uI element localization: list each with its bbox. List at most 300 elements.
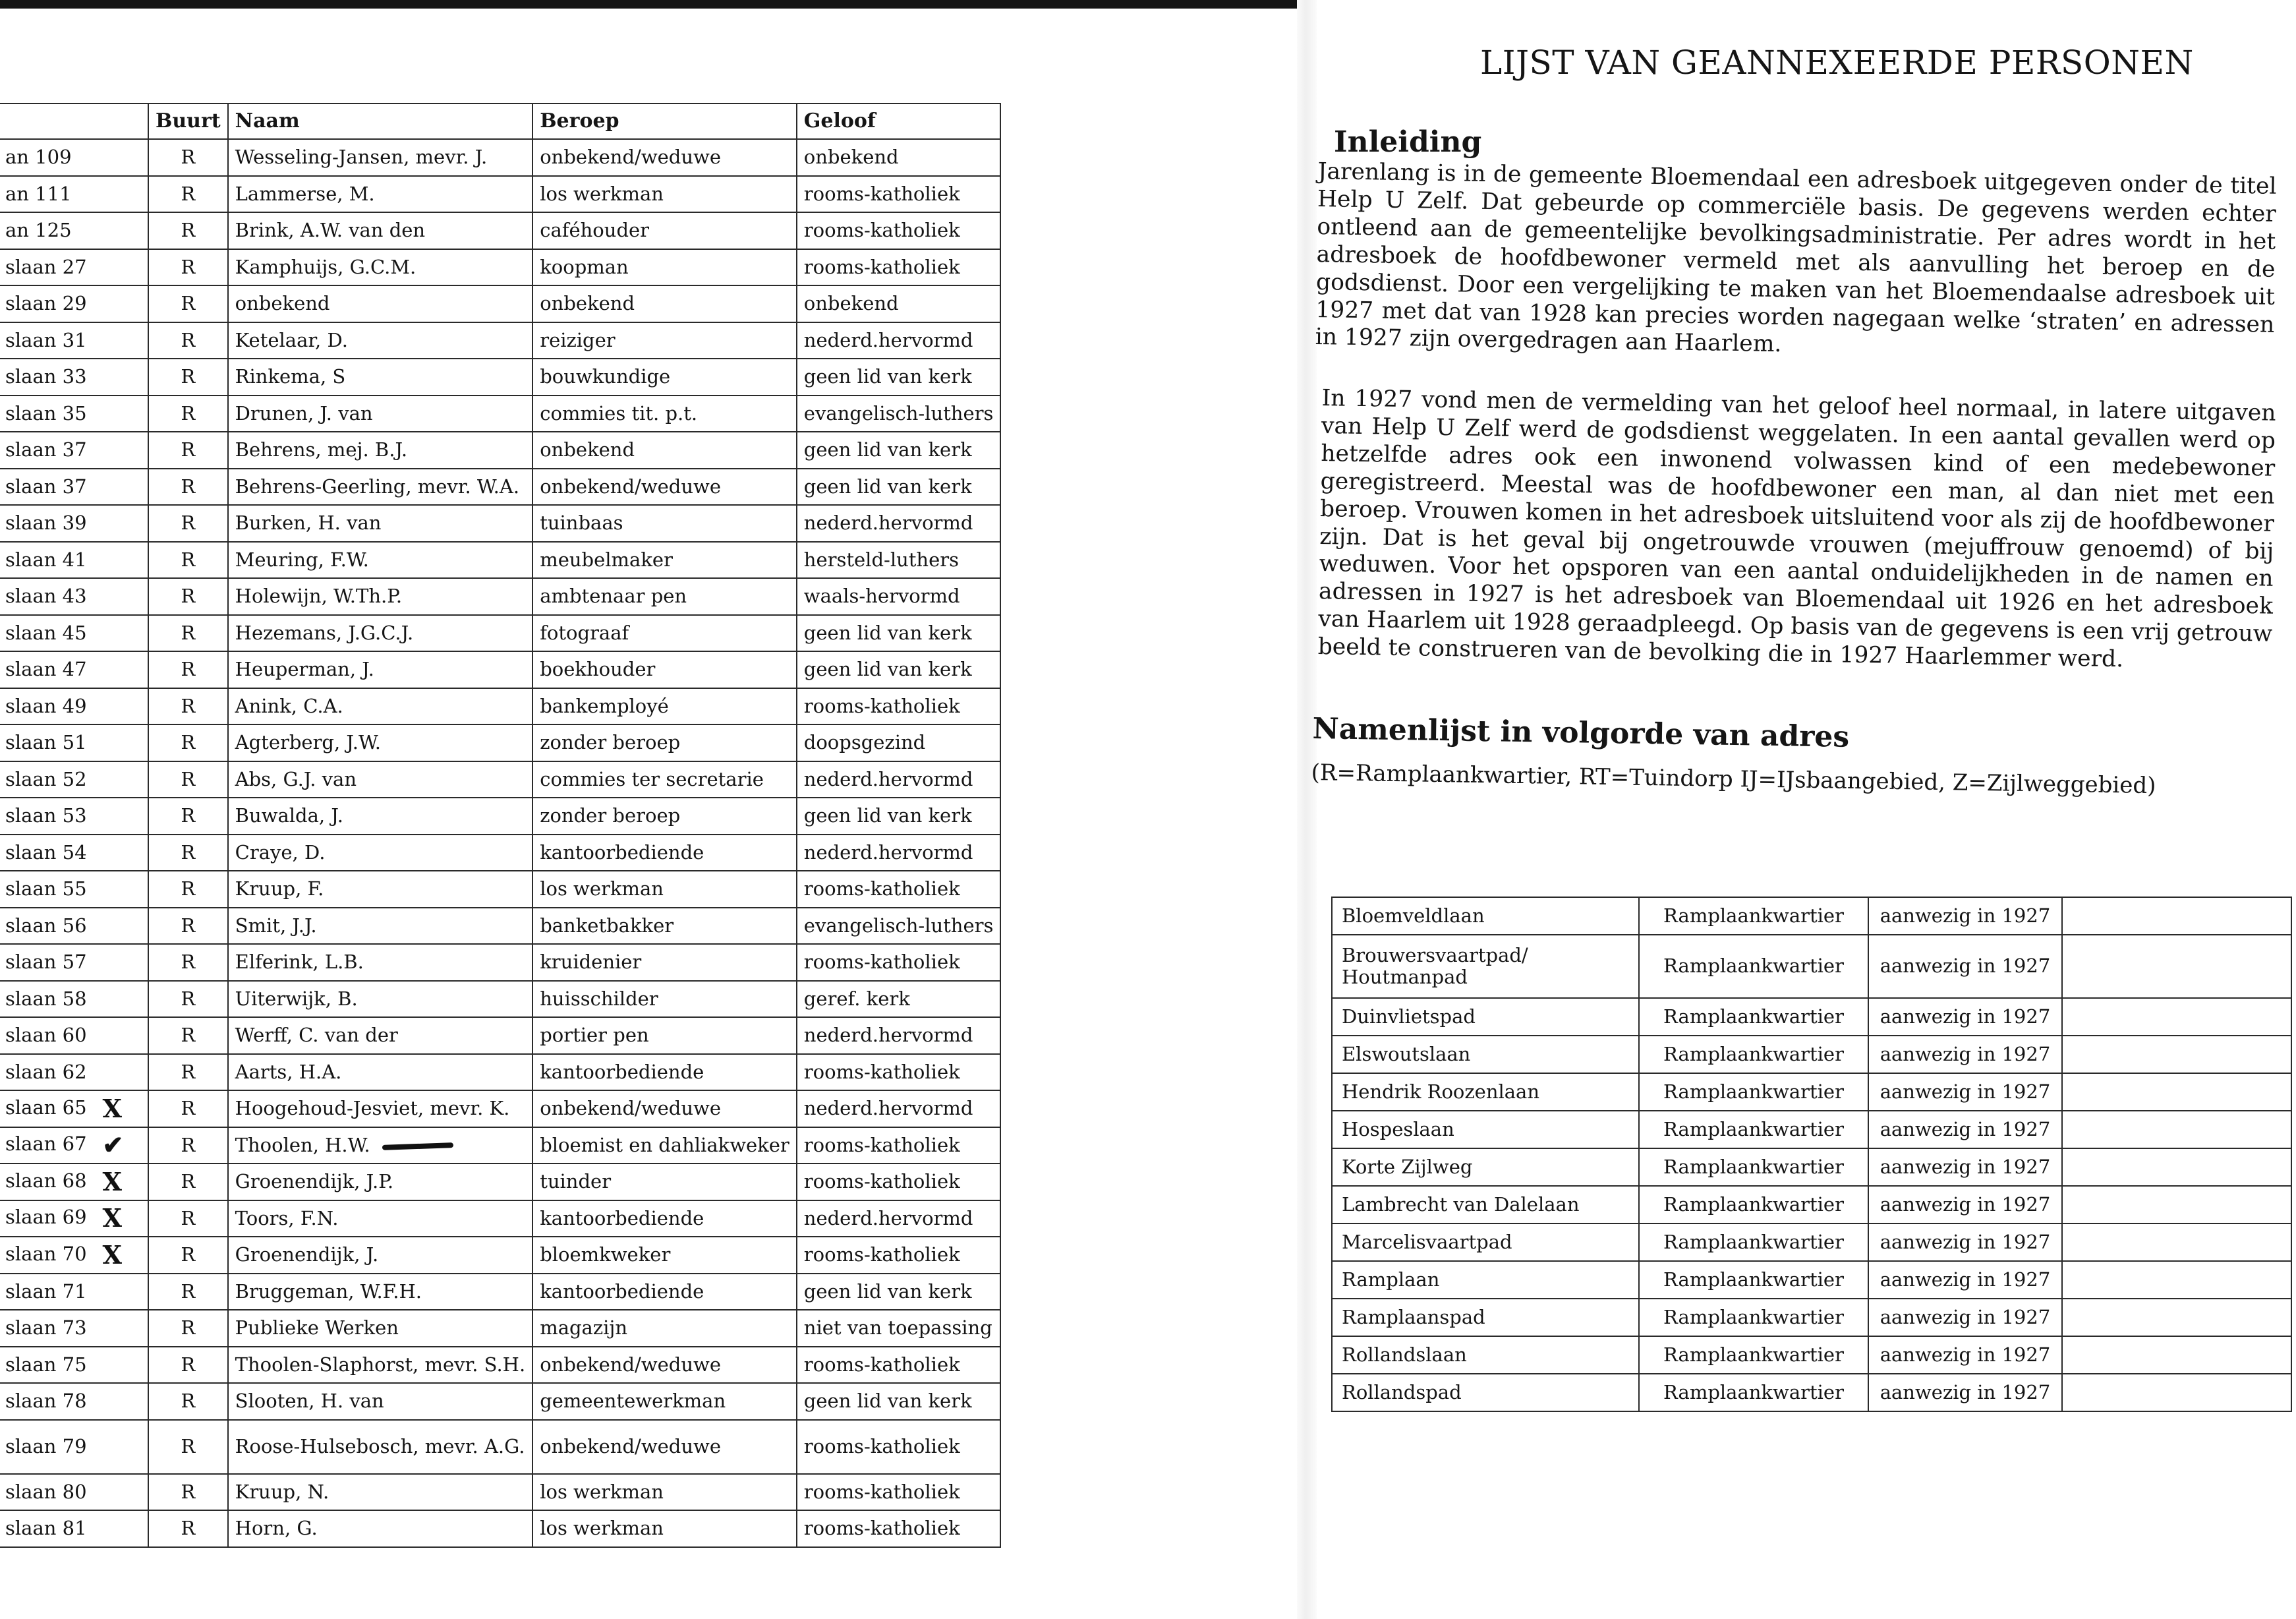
table-row xyxy=(0,835,1000,871)
cell-buurt xyxy=(148,1127,228,1164)
table-row xyxy=(0,578,1000,615)
cell-adres xyxy=(0,651,148,688)
cell-adres xyxy=(0,835,148,871)
street-row xyxy=(1332,1336,2291,1374)
intro-heading: Inleiding xyxy=(1334,125,1482,159)
cell-naam-text: Smit, J.J. xyxy=(235,914,317,937)
cell-geloof xyxy=(797,688,1001,725)
cell-buurt xyxy=(148,396,228,432)
cell-naam xyxy=(228,322,533,359)
cell-naam xyxy=(228,285,533,322)
cell-beroep xyxy=(532,1274,797,1310)
cell-buurt-text: R xyxy=(181,1206,196,1229)
streets-table xyxy=(1331,897,2292,1412)
cell-adres xyxy=(0,1510,148,1547)
cell-buurt xyxy=(148,1163,228,1200)
cell-geloof-text: rooms-katholiek xyxy=(803,1353,960,1376)
cell-geloof-text: nederd.hervormd xyxy=(803,512,973,535)
cell-naam xyxy=(228,1017,533,1054)
street-name: Lambrecht van Dalelaan xyxy=(1332,1186,1639,1223)
street-empty-cell xyxy=(2062,1036,2291,1073)
cell-naam xyxy=(228,981,533,1018)
cell-buurt-text: R xyxy=(181,401,196,425)
cell-geloof-text: rooms-katholiek xyxy=(803,1517,960,1540)
cell-beroep-text: kantoorbediende xyxy=(540,1280,704,1303)
cell-geloof-text: onbekend xyxy=(803,292,899,315)
table-row xyxy=(0,212,1000,249)
street-row xyxy=(1332,998,2291,1036)
cell-naam xyxy=(228,1127,533,1164)
cell-adres xyxy=(0,1310,148,1347)
cell-buurt-text: R xyxy=(181,1024,196,1047)
cell-adres xyxy=(0,761,148,798)
cell-naam-text: Lammerse, M. xyxy=(235,182,375,205)
cell-adres-text: slaan 37 xyxy=(5,438,87,461)
cell-geloof-text: niet van toepassing xyxy=(803,1316,992,1339)
cell-adres-text: slaan 43 xyxy=(5,585,87,608)
cell-beroep xyxy=(532,944,797,981)
cell-buurt-text: R xyxy=(181,1353,196,1376)
cell-naam-text: Groenendijk, J. xyxy=(235,1243,379,1266)
cell-buurt-text: R xyxy=(181,767,196,790)
cell-beroep-text: kantoorbediende xyxy=(540,1206,704,1229)
cell-naam xyxy=(228,396,533,432)
cell-adres-text: slaan 47 xyxy=(5,658,87,681)
cell-geloof xyxy=(797,724,1001,761)
cell-geloof-text: rooms-katholiek xyxy=(803,1060,960,1083)
cell-geloof-text: rooms-katholiek xyxy=(803,1243,960,1266)
cell-buurt-text: R xyxy=(181,475,196,498)
cell-adres xyxy=(0,1017,148,1054)
cell-geloof-text: onbekend xyxy=(803,146,899,169)
street-row xyxy=(1332,1374,2291,1411)
cell-naam-text: Werff, C. van der xyxy=(235,1024,398,1047)
cell-beroep-text: bouwkundige xyxy=(540,365,671,388)
cell-naam xyxy=(228,542,533,579)
cell-geloof-text: geen lid van kerk xyxy=(803,438,972,461)
street-empty-cell xyxy=(2062,1186,2291,1223)
street-quarter: Ramplaankwartier xyxy=(1639,1111,1868,1148)
street-quarter: Ramplaankwartier xyxy=(1639,1299,1868,1336)
street-quarter: Ramplaankwartier xyxy=(1639,1186,1868,1223)
cell-adres-text: slaan 39 xyxy=(5,512,87,535)
cell-adres-text: slaan 33 xyxy=(5,365,87,388)
cell-beroep xyxy=(532,615,797,652)
cell-naam-text: Craye, D. xyxy=(235,840,326,864)
cell-naam-text: Behrens-Geerling, mevr. W.A. xyxy=(235,475,520,498)
street-name: Ramplaanspad xyxy=(1332,1299,1639,1336)
street-name: Rollandslaan xyxy=(1332,1336,1639,1374)
cell-adres xyxy=(0,359,148,396)
table-row xyxy=(0,322,1000,359)
cell-beroep xyxy=(532,835,797,871)
cell-buurt xyxy=(148,285,228,322)
cell-beroep-text: los werkman xyxy=(540,1517,664,1540)
street-name: Hendrik Roozenlaan xyxy=(1332,1073,1639,1111)
cell-beroep xyxy=(532,212,797,249)
cell-naam-text: Elferink, L.B. xyxy=(235,951,364,974)
cell-adres-text: slaan 67 xyxy=(5,1133,87,1156)
cell-adres xyxy=(0,578,148,615)
cell-adres xyxy=(0,1274,148,1310)
cell-geloof xyxy=(797,615,1001,652)
cell-adres-text: slaan 71 xyxy=(5,1280,87,1303)
cell-naam xyxy=(228,798,533,835)
table-row xyxy=(0,1237,1000,1274)
cell-adres xyxy=(0,908,148,945)
cell-adres xyxy=(0,1163,148,1200)
cell-adres-text: slaan 80 xyxy=(5,1480,87,1503)
cell-buurt-text: R xyxy=(181,585,196,608)
cell-geloof xyxy=(797,469,1001,506)
street-quarter: Ramplaankwartier xyxy=(1639,998,1868,1036)
street-empty-cell xyxy=(2062,1223,2291,1261)
cell-buurt xyxy=(148,1420,228,1474)
header-buurt: Buurt xyxy=(148,103,228,139)
cell-buurt xyxy=(148,322,228,359)
cell-geloof-text: nederd.hervormd xyxy=(803,1206,973,1229)
table-row xyxy=(0,1090,1000,1127)
street-row xyxy=(1332,1111,2291,1148)
cell-beroep-text: caféhouder xyxy=(540,219,650,242)
cell-geloof-text: geen lid van kerk xyxy=(803,621,972,644)
cell-geloof-text: doopsgezind xyxy=(803,731,926,754)
cell-buurt-text: R xyxy=(181,328,196,351)
cell-buurt-text: R xyxy=(181,1390,196,1413)
street-empty-cell xyxy=(2062,1374,2291,1411)
cell-buurt xyxy=(148,871,228,908)
cell-beroep xyxy=(532,1474,797,1511)
cell-geloof xyxy=(797,1017,1001,1054)
cell-beroep-text: commies ter secretarie xyxy=(540,767,764,790)
cell-buurt xyxy=(148,542,228,579)
cell-adres xyxy=(0,176,148,213)
cell-buurt-text: R xyxy=(181,1133,196,1156)
table-row xyxy=(0,798,1000,835)
cell-naam-text: Meuring, F.W. xyxy=(235,548,369,571)
cell-geloof-text: rooms-katholiek xyxy=(803,877,960,900)
street-status: aanwezig in 1927 xyxy=(1868,1336,2062,1374)
cell-geloof-text: rooms-katholiek xyxy=(803,1170,960,1193)
street-row xyxy=(1332,1186,2291,1223)
cell-geloof-text: nederd.hervormd xyxy=(803,1024,973,1047)
cell-naam-text: Horn, G. xyxy=(235,1517,318,1540)
street-empty-cell xyxy=(2062,998,2291,1036)
cell-naam xyxy=(228,1347,533,1384)
cell-naam-text: Abs, G.J. van xyxy=(235,767,357,790)
cell-beroep xyxy=(532,542,797,579)
cell-naam xyxy=(228,1054,533,1091)
cell-beroep xyxy=(532,688,797,725)
cell-buurt xyxy=(148,1274,228,1310)
cell-naam-text: Thoolen, H.W. xyxy=(235,1133,370,1156)
cell-naam xyxy=(228,505,533,542)
cell-buurt xyxy=(148,1237,228,1274)
cell-buurt-text: R xyxy=(181,621,196,644)
cell-beroep xyxy=(532,359,797,396)
street-status: aanwezig in 1927 xyxy=(1868,1111,2062,1148)
cell-beroep xyxy=(532,724,797,761)
cell-geloof-text: rooms-katholiek xyxy=(803,182,960,205)
street-quarter: Ramplaankwartier xyxy=(1639,1036,1868,1073)
cell-naam xyxy=(228,139,533,176)
street-quarter: Ramplaankwartier xyxy=(1639,1374,1868,1411)
street-quarter: Ramplaankwartier xyxy=(1639,1223,1868,1261)
cell-naam-text: Roose-Hulsebosch, mevr. A.G. xyxy=(235,1435,525,1458)
cell-geloof xyxy=(797,432,1001,469)
cell-beroep xyxy=(532,1347,797,1384)
cell-adres xyxy=(0,285,148,322)
table-row xyxy=(0,176,1000,213)
street-empty-cell xyxy=(2062,1111,2291,1148)
cell-buurt xyxy=(148,359,228,396)
cell-geloof xyxy=(797,212,1001,249)
cell-adres-text: an 109 xyxy=(5,146,72,169)
cell-adres xyxy=(0,615,148,652)
cell-beroep-text: portier pen xyxy=(540,1024,649,1047)
cell-adres-text: slaan 56 xyxy=(5,914,87,937)
cell-adres-text: slaan 65 xyxy=(5,1096,87,1119)
cell-geloof xyxy=(797,1127,1001,1164)
cell-beroep-text: los werkman xyxy=(540,877,664,900)
street-status: aanwezig in 1927 xyxy=(1868,1374,2062,1411)
cell-naam-text: Hezemans, J.G.C.J. xyxy=(235,621,414,644)
street-name: Brouwersvaartpad/ Houtmanpad xyxy=(1332,935,1639,998)
street-empty-cell xyxy=(2062,897,2291,935)
cell-geloof xyxy=(797,1090,1001,1127)
cell-naam xyxy=(228,1510,533,1547)
street-row xyxy=(1332,1261,2291,1299)
cell-geloof-text: rooms-katholiek xyxy=(803,219,960,242)
cell-naam-text: Kamphuijs, G.C.M. xyxy=(235,255,416,278)
cell-geloof xyxy=(797,1420,1001,1474)
cell-buurt-text: R xyxy=(181,1060,196,1083)
cell-beroep xyxy=(532,1127,797,1164)
street-empty-cell xyxy=(2062,935,2291,998)
header-beroep: Beroep xyxy=(532,103,797,139)
cell-geloof xyxy=(797,1200,1001,1237)
street-empty-cell xyxy=(2062,1336,2291,1374)
table-row xyxy=(0,505,1000,542)
cell-buurt xyxy=(148,469,228,506)
cell-geloof xyxy=(797,651,1001,688)
cell-adres xyxy=(0,432,148,469)
cell-geloof-text: geen lid van kerk xyxy=(803,804,972,827)
cell-geloof-text: rooms-katholiek xyxy=(803,694,960,717)
street-status: aanwezig in 1927 xyxy=(1868,935,2062,998)
street-empty-cell xyxy=(2062,1261,2291,1299)
cell-beroep-text: tuinbaas xyxy=(540,512,623,535)
cell-adres-text: slaan 69 xyxy=(5,1206,87,1229)
cell-adres-text: slaan 54 xyxy=(5,840,87,864)
cell-buurt xyxy=(148,724,228,761)
cell-buurt xyxy=(148,212,228,249)
cell-geloof-text: nederd.hervormd xyxy=(803,767,973,790)
cell-buurt xyxy=(148,432,228,469)
street-status: aanwezig in 1927 xyxy=(1868,1299,2062,1336)
cell-adres-text: slaan 29 xyxy=(5,292,87,315)
cell-naam xyxy=(228,1383,533,1420)
cell-buurt xyxy=(148,1474,228,1511)
cell-beroep xyxy=(532,322,797,359)
street-quarter: Ramplaankwartier xyxy=(1639,897,1868,935)
cell-naam-text: onbekend xyxy=(235,292,330,315)
cell-beroep-text: zonder beroep xyxy=(540,804,681,827)
cell-beroep-text: magazijn xyxy=(540,1316,628,1339)
cell-geloof xyxy=(797,981,1001,1018)
cell-geloof-text: rooms-katholiek xyxy=(803,1480,960,1503)
table-row xyxy=(0,1347,1000,1384)
cell-beroep xyxy=(532,1310,797,1347)
cell-geloof-text: geen lid van kerk xyxy=(803,1280,972,1303)
cell-geloof xyxy=(797,1383,1001,1420)
cell-adres xyxy=(0,1420,148,1474)
cell-geloof xyxy=(797,871,1001,908)
cell-buurt xyxy=(148,1510,228,1547)
cell-beroep-text: kantoorbediende xyxy=(540,840,704,864)
cell-beroep-text: fotograaf xyxy=(540,621,629,644)
cell-beroep-text: onbekend/weduwe xyxy=(540,146,722,169)
cell-naam-text: Groenendijk, J.P. xyxy=(235,1170,394,1193)
cell-adres xyxy=(0,542,148,579)
cell-naam-text: Wesseling-Jansen, mevr. J. xyxy=(235,146,488,169)
cell-buurt xyxy=(148,1200,228,1237)
cell-geloof xyxy=(797,1054,1001,1091)
table-row xyxy=(0,615,1000,652)
cell-buurt-text: R xyxy=(181,512,196,535)
cell-buurt-text: R xyxy=(181,877,196,900)
cell-adres xyxy=(0,1054,148,1091)
cell-buurt-text: R xyxy=(181,914,196,937)
cell-beroep-text: reiziger xyxy=(540,328,616,351)
cell-naam xyxy=(228,1420,533,1474)
cell-adres-text: slaan 27 xyxy=(5,255,87,278)
cell-adres xyxy=(0,688,148,725)
cell-naam-text: Burken, H. van xyxy=(235,512,382,535)
cell-geloof xyxy=(797,835,1001,871)
table-row xyxy=(0,249,1000,286)
cell-beroep xyxy=(532,1420,797,1474)
cell-buurt xyxy=(148,615,228,652)
cell-naam xyxy=(228,1090,533,1127)
street-empty-cell xyxy=(2062,1073,2291,1111)
cell-buurt-text: R xyxy=(181,1480,196,1503)
cell-geloof xyxy=(797,176,1001,213)
cell-beroep xyxy=(532,432,797,469)
cell-beroep xyxy=(532,176,797,213)
cell-naam-text: Toors, F.N. xyxy=(235,1206,339,1229)
cell-buurt xyxy=(148,688,228,725)
table-row xyxy=(0,688,1000,725)
cell-beroep xyxy=(532,396,797,432)
header-adres xyxy=(0,103,148,139)
cell-geloof-text: nederd.hervormd xyxy=(803,328,973,351)
cell-beroep-text: boekhouder xyxy=(540,658,656,681)
cell-naam-text: Aarts, H.A. xyxy=(235,1060,342,1083)
cell-beroep-text: onbekend xyxy=(540,292,635,315)
table-row xyxy=(0,1420,1000,1474)
cell-geloof-text: evangelisch-luthers xyxy=(803,401,994,425)
cell-geloof xyxy=(797,1237,1001,1274)
cell-adres xyxy=(0,871,148,908)
cell-naam-text: Thoolen-Slaphorst, mevr. S.H. xyxy=(235,1353,526,1376)
table-row xyxy=(0,285,1000,322)
cell-beroep xyxy=(532,1510,797,1547)
cell-naam-text: Slooten, H. van xyxy=(235,1390,384,1413)
name-list-heading: Namenlijst in volgorde van adres xyxy=(1312,712,1850,754)
cell-geloof-text: rooms-katholiek xyxy=(803,1434,960,1457)
street-status: aanwezig in 1927 xyxy=(1868,1148,2062,1186)
cell-geloof xyxy=(797,798,1001,835)
cell-beroep xyxy=(532,908,797,945)
streets-body xyxy=(1332,897,2291,1411)
cell-adres-text: slaan 60 xyxy=(5,1024,87,1047)
cell-geloof xyxy=(797,542,1001,579)
cell-naam xyxy=(228,1237,533,1274)
street-name: Bloemveldlaan xyxy=(1332,897,1639,935)
table-row xyxy=(0,1200,1000,1237)
street-quarter: Ramplaankwartier xyxy=(1639,935,1868,998)
handwritten-mark: X xyxy=(102,1239,123,1270)
cell-buurt xyxy=(148,1347,228,1384)
cell-beroep xyxy=(532,1200,797,1237)
cell-adres xyxy=(0,249,148,286)
cell-beroep-text: kruidenier xyxy=(540,951,642,974)
cell-beroep-text: ambtenaar pen xyxy=(540,585,687,608)
cell-beroep xyxy=(532,1237,797,1274)
street-empty-cell xyxy=(2062,1148,2291,1186)
cell-adres xyxy=(0,139,148,176)
cell-buurt-text: R xyxy=(181,1170,196,1193)
handwritten-mark: X xyxy=(102,1166,123,1196)
cell-beroep-text: zonder beroep xyxy=(540,731,681,754)
cell-buurt xyxy=(148,761,228,798)
cell-naam xyxy=(228,176,533,213)
header-naam: Naam xyxy=(228,103,533,139)
cell-naam-text: Behrens, mej. B.J. xyxy=(235,438,408,461)
intro-paragraph-1: Jarenlang is in de gemeente Bloemendaal een adresboek uitgegeven onder de titel Help U Zelf. Dat gebeurde op commerciële basis. De gegevens werden echter ontleend aan de gemeentelijke bevolkingsadministratie. Per adres wordt in het adresboek de hoofdbewoner vermeld met als aanvulling het beroep en de godsdienst. Door een vergelijking te maken van het Bloemendaalse adresboek uit 1927 met dat van 1928 kan precies worden nagegaan welke ‘straten’ en adressen in 1927 zijn overgedragen aan Haarlem. xyxy=(1315,158,2277,358)
cell-buurt xyxy=(148,835,228,871)
cell-beroep xyxy=(532,871,797,908)
cell-naam-text: Anink, C.A. xyxy=(235,694,343,717)
cell-naam xyxy=(228,615,533,652)
cell-adres-text: an 125 xyxy=(5,219,72,242)
cell-geloof xyxy=(797,1510,1001,1547)
street-row xyxy=(1332,1036,2291,1073)
cell-buurt-text: R xyxy=(181,255,196,278)
street-name: Duinvlietspad xyxy=(1332,998,1639,1036)
cell-beroep xyxy=(532,1383,797,1420)
cell-naam xyxy=(228,944,533,981)
cell-beroep-text: bloemist en dahliakweker xyxy=(540,1133,789,1156)
cell-naam xyxy=(228,212,533,249)
cell-buurt-text: R xyxy=(181,182,196,205)
cell-buurt xyxy=(148,1383,228,1420)
street-status: aanwezig in 1927 xyxy=(1868,1073,2062,1111)
street-name: Ramplaan xyxy=(1332,1261,1639,1299)
cell-naam xyxy=(228,1200,533,1237)
cell-geloof xyxy=(797,322,1001,359)
residents-table xyxy=(0,103,1001,1548)
cell-naam-text: Publieke Werken xyxy=(235,1316,399,1339)
cell-beroep xyxy=(532,1017,797,1054)
cell-adres-text: slaan 68 xyxy=(5,1169,87,1192)
cell-naam-text: Uiterwijk, B. xyxy=(235,987,358,1010)
street-quarter: Ramplaankwartier xyxy=(1639,1073,1868,1111)
cell-beroep-text: onbekend/weduwe xyxy=(540,475,722,498)
cell-buurt xyxy=(148,1017,228,1054)
cell-naam xyxy=(228,1274,533,1310)
